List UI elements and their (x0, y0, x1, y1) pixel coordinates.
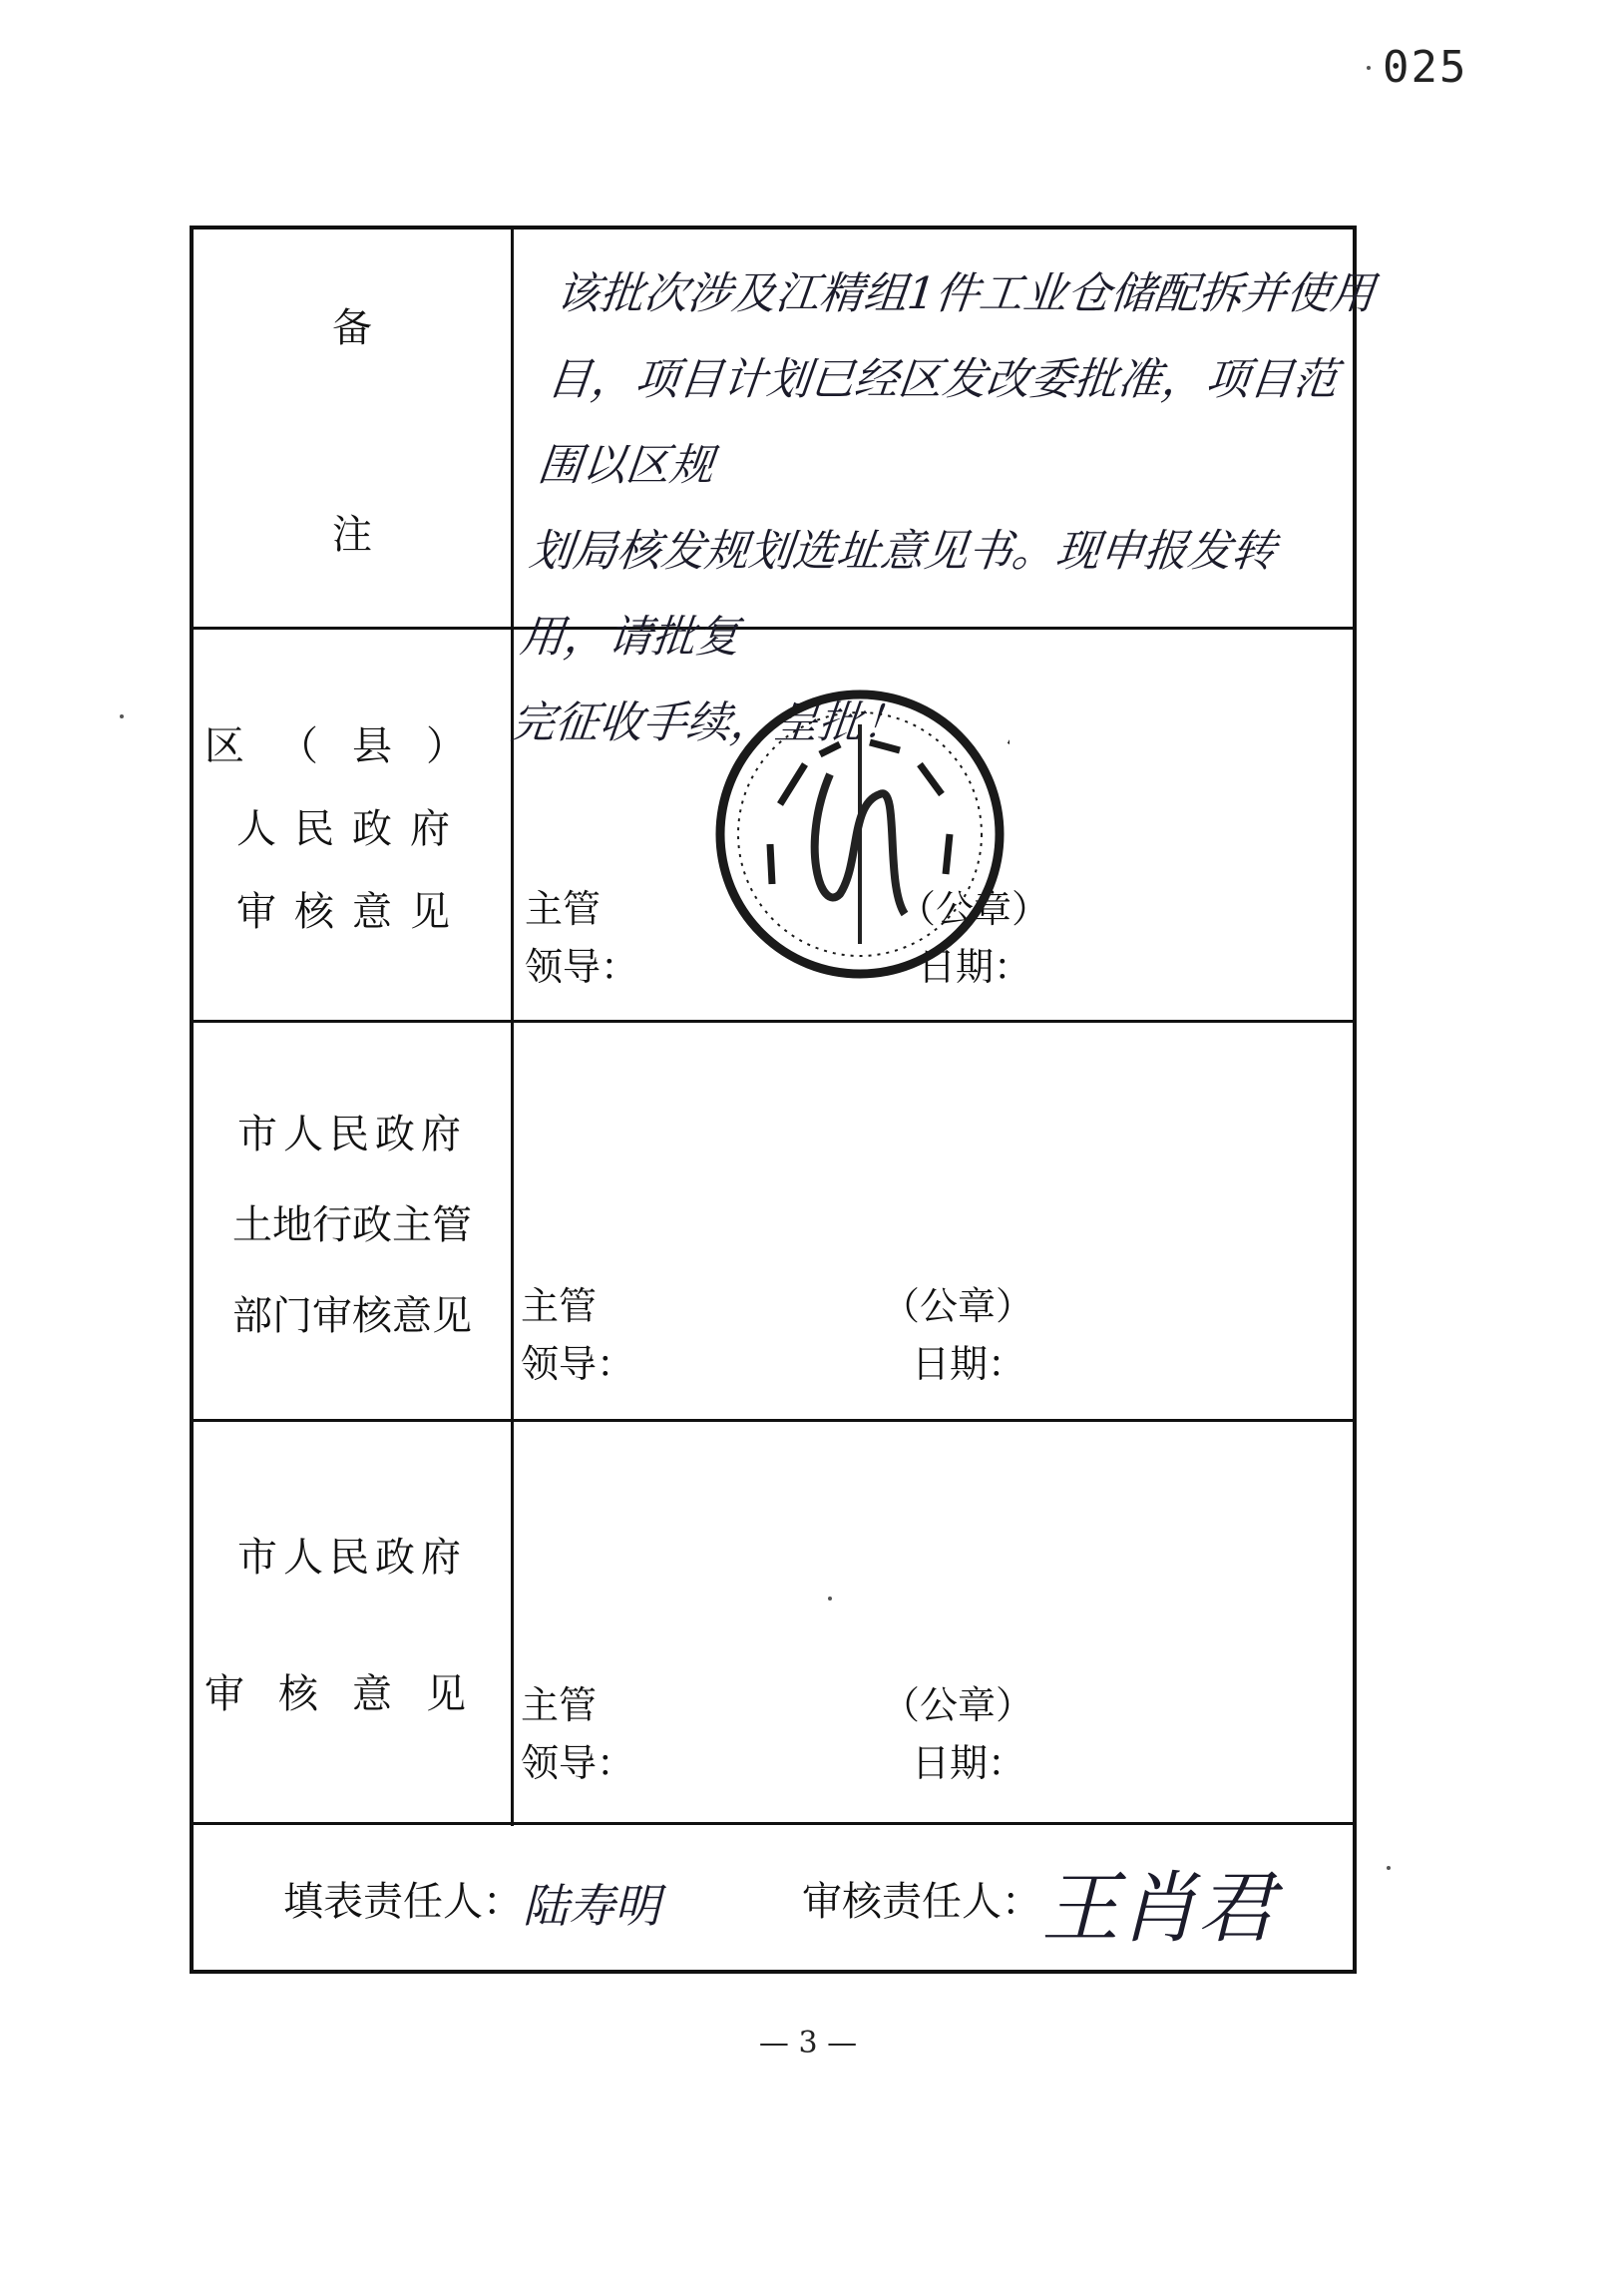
city-gov-label (194, 1423, 511, 1822)
seal-label: （公章） (898, 887, 1050, 931)
city-gov-label-line: 市人民政府 (237, 1535, 467, 1581)
supervisor-line2: 领导： (521, 1741, 635, 1785)
reviewer-signature: 王肖君 (1041, 1864, 1276, 1954)
seal-label: （公章） (882, 1683, 1034, 1727)
city-land-supervisor (521, 1277, 634, 1393)
responsible-persons-row (194, 1826, 1353, 1968)
row-divider-district (190, 1020, 1357, 1023)
date-label: 日期： (918, 945, 1032, 989)
column-divider (511, 226, 514, 1826)
district-label-line: 区（县） (204, 722, 500, 769)
seal-label: （公章） (882, 1284, 1034, 1328)
city-land-label-line: 市人民政府 (237, 1111, 467, 1157)
supervisor-line2: 领导： (521, 1342, 635, 1386)
district-label-line: 人民政府 (236, 805, 468, 852)
page-number-top: 025 (1383, 42, 1468, 93)
supervisor-line1: 主管 (525, 887, 602, 931)
remarks-label-bottom: 注 (332, 512, 372, 558)
city-land-label-line: 土地行政主管 (232, 1201, 472, 1248)
reviewer-label: 审核责任人： (802, 1879, 1041, 1925)
city-land-seal-date (882, 1277, 1033, 1393)
remarks-label (194, 230, 511, 627)
date-label: 日期： (912, 1741, 1026, 1785)
city-land-label-line: 部门审核意见 (232, 1292, 472, 1339)
row-divider-city-land (190, 1419, 1357, 1422)
date-label: 日期： (912, 1342, 1026, 1386)
scan-speck (1367, 66, 1371, 70)
city-land-label (194, 1024, 511, 1419)
district-label (194, 631, 511, 1020)
remarks-label-top: 备 (332, 305, 372, 351)
remarks-line: 划局核发规划选址意见书。现申报发转用，请批复 (517, 526, 1279, 663)
scan-speck (828, 1597, 832, 1601)
remarks-line: 目，项目计划已经区发改委批准，项目范围以区规 (535, 354, 1341, 491)
district-supervisor (525, 880, 638, 996)
row-divider-city-gov (190, 1822, 1357, 1825)
filler-label: 填表责任人： (283, 1879, 523, 1925)
scan-speck (120, 714, 124, 718)
district-label-line: 审核意见 (236, 888, 468, 935)
filler-signature: 陆寿明 (523, 1879, 660, 1933)
remarks-line: 该批次涉及江精组1件工业仓储配拆并使用 (553, 268, 1378, 319)
supervisor-line1: 主管 (521, 1284, 598, 1328)
city-gov-supervisor (521, 1676, 634, 1792)
city-gov-seal-date (882, 1676, 1033, 1792)
scan-speck (1387, 1866, 1391, 1870)
page-footer: — 3 — (758, 2026, 858, 2061)
remarks-line: 完征收手续，呈批！ (508, 697, 910, 748)
supervisor-line2: 领导： (525, 945, 639, 989)
supervisor-line1: 主管 (521, 1683, 598, 1727)
official-stamp (710, 685, 1009, 984)
city-gov-label-line: 审核意见 (204, 1671, 500, 1717)
